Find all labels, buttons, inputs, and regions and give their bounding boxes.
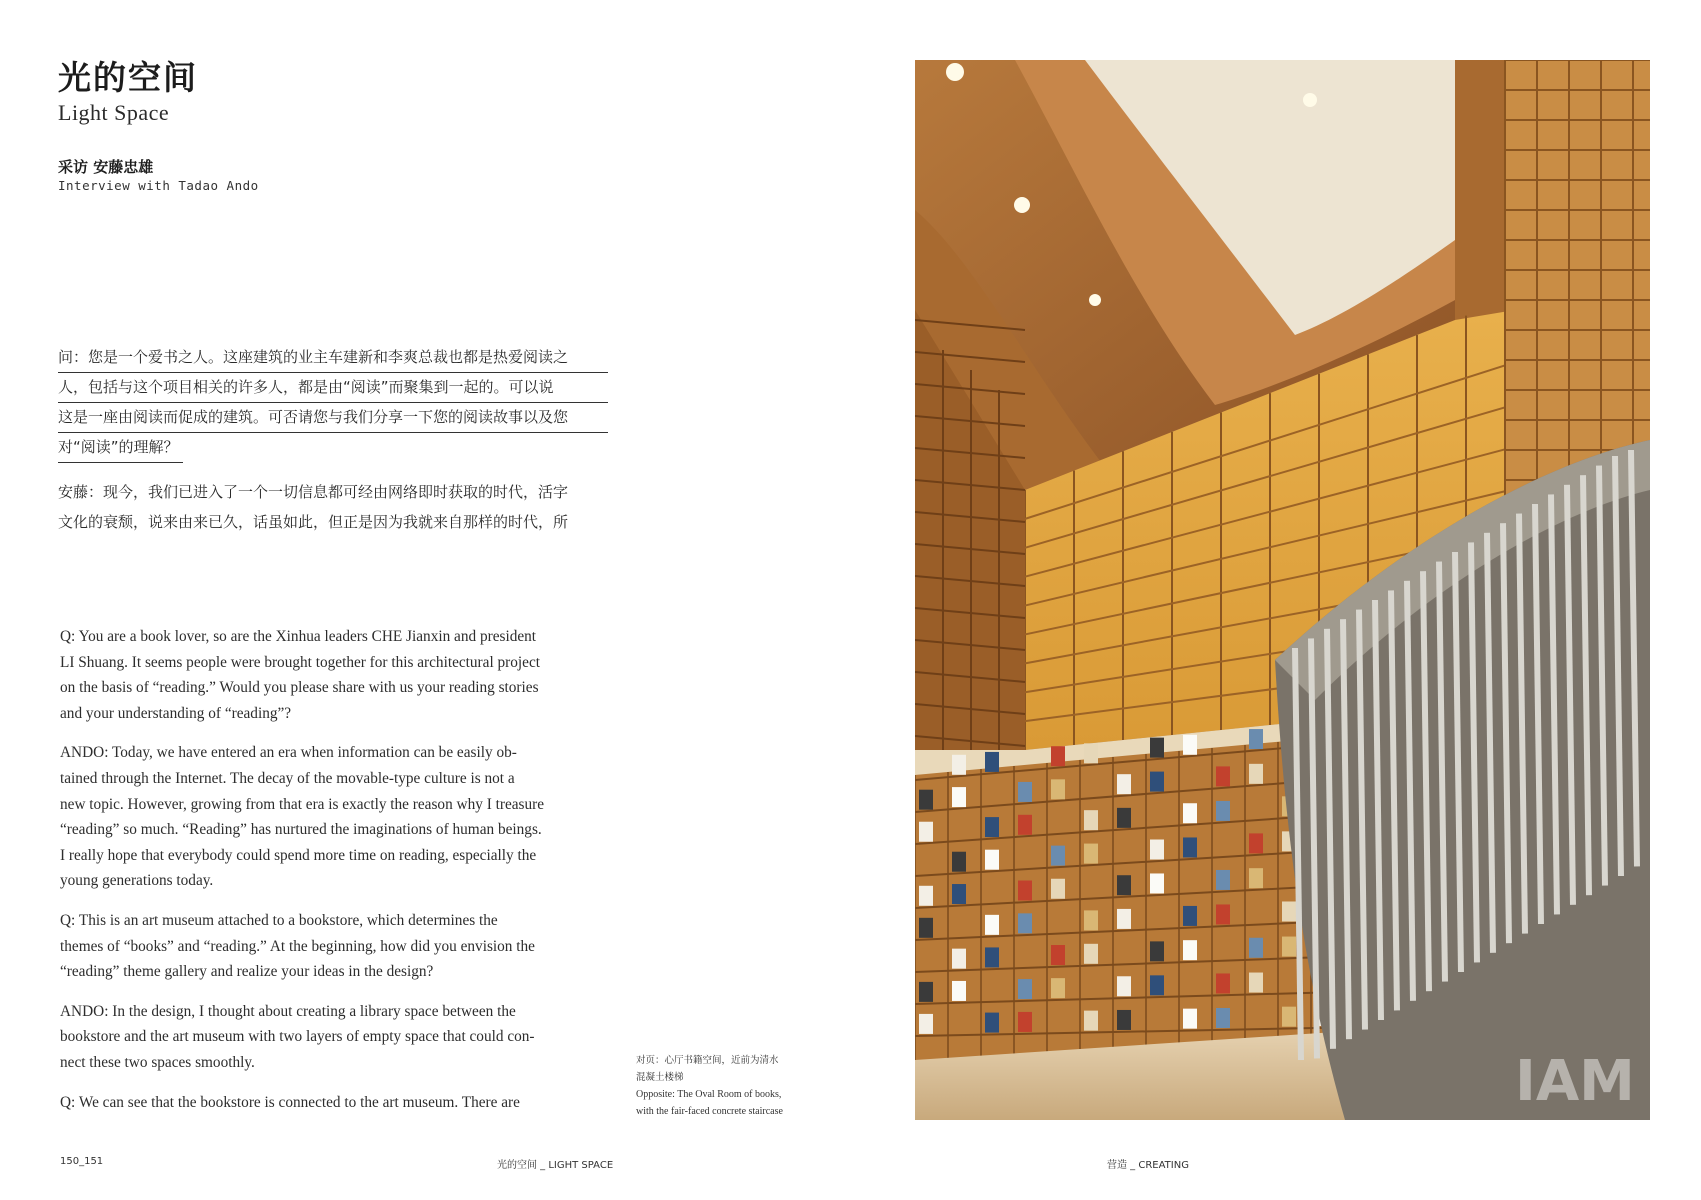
interview-paragraph: [60, 740, 610, 894]
answer-line: 文化的衰颓，说来由来已久，话虽如此，但正是因为我就来自那样的时代，所: [58, 513, 569, 531]
question-line: 问：您是一个爱书之人。这座建筑的业主车建新和李爽总裁也都是热爱阅读之: [58, 343, 608, 373]
ceiling-light: [946, 63, 964, 81]
book: [1249, 729, 1263, 749]
book: [919, 886, 933, 906]
book: [1084, 844, 1098, 864]
book: [1216, 904, 1230, 924]
ceiling-light: [1014, 197, 1030, 213]
interview-line: young generations today.: [60, 872, 214, 890]
book: [1084, 810, 1098, 830]
book: [1051, 879, 1065, 899]
book: [1183, 803, 1197, 823]
interview-line: on the basis of “reading.” Would you please share with us your reading stories: [60, 679, 539, 697]
book: [985, 1013, 999, 1033]
book: [1051, 746, 1065, 766]
book: [1216, 870, 1230, 890]
book: [1084, 743, 1098, 763]
book: [1084, 944, 1098, 964]
book: [952, 852, 966, 872]
interview-line: Q: We can see that the bookstore is connected to the art museum. There are: [60, 1093, 520, 1111]
book: [985, 752, 999, 772]
interview-line: LI Shuang. It seems people were brought together for this architectural project: [60, 653, 540, 671]
book: [919, 790, 933, 810]
footer-section-right: 营造 _ CREATING: [1107, 1160, 1189, 1171]
book: [1216, 973, 1230, 993]
book: [1150, 873, 1164, 893]
interview-line: ANDO: In the design, I thought about creating a library space between the: [60, 1002, 516, 1020]
book: [1150, 840, 1164, 860]
book: [919, 1014, 933, 1034]
book: [1183, 837, 1197, 857]
book: [952, 981, 966, 1001]
photo-illustration: [915, 60, 1650, 1120]
book: [1051, 945, 1065, 965]
book: [985, 817, 999, 837]
book: [1018, 913, 1032, 933]
book: [952, 755, 966, 775]
book: [952, 787, 966, 807]
book: [952, 884, 966, 904]
book: [1084, 1011, 1098, 1031]
page-numbers: 150_151: [60, 1156, 104, 1167]
book: [1051, 846, 1065, 866]
answer-chinese: [58, 477, 608, 537]
footer-section-left: 光的空间 _ LIGHT SPACE: [497, 1160, 614, 1171]
question-chinese: [58, 343, 608, 463]
interview-line: “reading” so much. “Reading” has nurtured the imaginations of human beings.: [60, 821, 542, 839]
speaker-label: Q:: [60, 628, 76, 645]
book: [1018, 815, 1032, 835]
book: [1018, 782, 1032, 802]
book: [1183, 735, 1197, 755]
interview-paragraph: [60, 999, 610, 1076]
speaker-label: ANDO:: [60, 744, 109, 762]
interview-paragraph: [60, 1090, 610, 1116]
answer-line: 安藤：现今，我们已进入了一个一切信息都可经由网络即时获取的时代，活字: [58, 483, 569, 501]
bookstore-interior-photo: [915, 60, 1650, 1120]
book: [919, 918, 933, 938]
book: [1183, 906, 1197, 926]
caption-cn-line: 对页：心厅书籍空间，近前为清水: [636, 1055, 779, 1066]
speaker-label: ANDO:: [60, 1002, 109, 1020]
caption-en-line: with the fair-faced concrete staircase: [636, 1106, 783, 1117]
english-interview: [60, 624, 610, 1129]
interview-line: and your understanding of “reading”?: [60, 704, 292, 722]
question-line: 人，包括与这个项目相关的许多人，都是由“阅读”而聚集到一起的。可以说: [58, 373, 608, 403]
interview-line: ANDO: Today, we have entered an era when information can be easily ob-: [60, 744, 517, 762]
question-line: 对“阅读”的理解？: [58, 433, 183, 463]
book: [1282, 1007, 1296, 1027]
book: [1282, 901, 1296, 921]
book: [1018, 881, 1032, 901]
speaker-label: Q:: [60, 1093, 76, 1111]
book: [1117, 1010, 1131, 1030]
caption-en-line: Opposite: The Oval Room of books,: [636, 1089, 782, 1100]
book: [1249, 764, 1263, 784]
book: [1150, 975, 1164, 995]
book: [1117, 808, 1131, 828]
book: [1216, 766, 1230, 786]
book: [1117, 875, 1131, 895]
book: [985, 947, 999, 967]
interview-paragraph: [60, 908, 610, 985]
interview-line: I really hope that everybody could spend more time on reading, especially the: [60, 846, 537, 864]
book: [985, 915, 999, 935]
question-line: 这是一座由阅读而促成的建筑。可否请您与我们分享一下您的阅读故事以及您: [58, 403, 608, 433]
book: [1183, 940, 1197, 960]
book: [1051, 779, 1065, 799]
book: [1051, 978, 1065, 998]
interview-paragraph: [60, 624, 610, 726]
book: [1084, 910, 1098, 930]
book: [1117, 909, 1131, 929]
book: [1216, 801, 1230, 821]
watermark-logo: IAM: [1515, 1049, 1635, 1114]
interview-line: tained through the Internet. The decay of the movable-type culture is not a: [60, 769, 515, 787]
book: [1018, 979, 1032, 999]
book: [1018, 1012, 1032, 1032]
book: [1150, 772, 1164, 792]
book: [1249, 868, 1263, 888]
book: [1216, 1008, 1230, 1028]
book: [1150, 738, 1164, 758]
book: [985, 850, 999, 870]
book: [1282, 937, 1296, 957]
title-chinese: 光的空间: [58, 58, 198, 97]
byline-chinese: 采访 安藤忠雄: [58, 158, 154, 176]
ceiling-light: [1303, 93, 1317, 107]
interview-line: themes of “books” and “reading.” At the beginning, how did you envision the: [60, 937, 535, 955]
speaker-label: Q:: [60, 911, 76, 929]
book: [919, 822, 933, 842]
ceiling-light: [1089, 294, 1101, 306]
book: [952, 949, 966, 969]
interview-line: new topic. However, growing from that era is exactly the reason why I treasure: [60, 795, 545, 813]
byline-english: Interview with Tadao Ando: [58, 178, 259, 193]
book: [1150, 941, 1164, 961]
interview-line: nect these two spaces smoothly.: [60, 1053, 255, 1071]
book: [919, 982, 933, 1002]
book: [1183, 1009, 1197, 1029]
book: [1117, 976, 1131, 996]
caption-cn-line: 混凝土楼梯: [636, 1072, 684, 1083]
book: [1249, 973, 1263, 993]
title-english: Light Space: [58, 100, 170, 125]
interview-line: “reading” theme gallery and realize your ideas in the design?: [60, 963, 434, 981]
book: [1117, 774, 1131, 794]
interview-line: bookstore and the art museum with two layers of empty space that could con-: [60, 1028, 535, 1046]
book: [1249, 833, 1263, 853]
photo-caption: [636, 1052, 806, 1120]
interview-line: Q: You are a book lover, so are the Xinhua leaders CHE Jianxin and president: [60, 628, 537, 645]
interview-line: Q: This is an art museum attached to a bookstore, which determines the: [60, 911, 498, 929]
book: [1249, 938, 1263, 958]
